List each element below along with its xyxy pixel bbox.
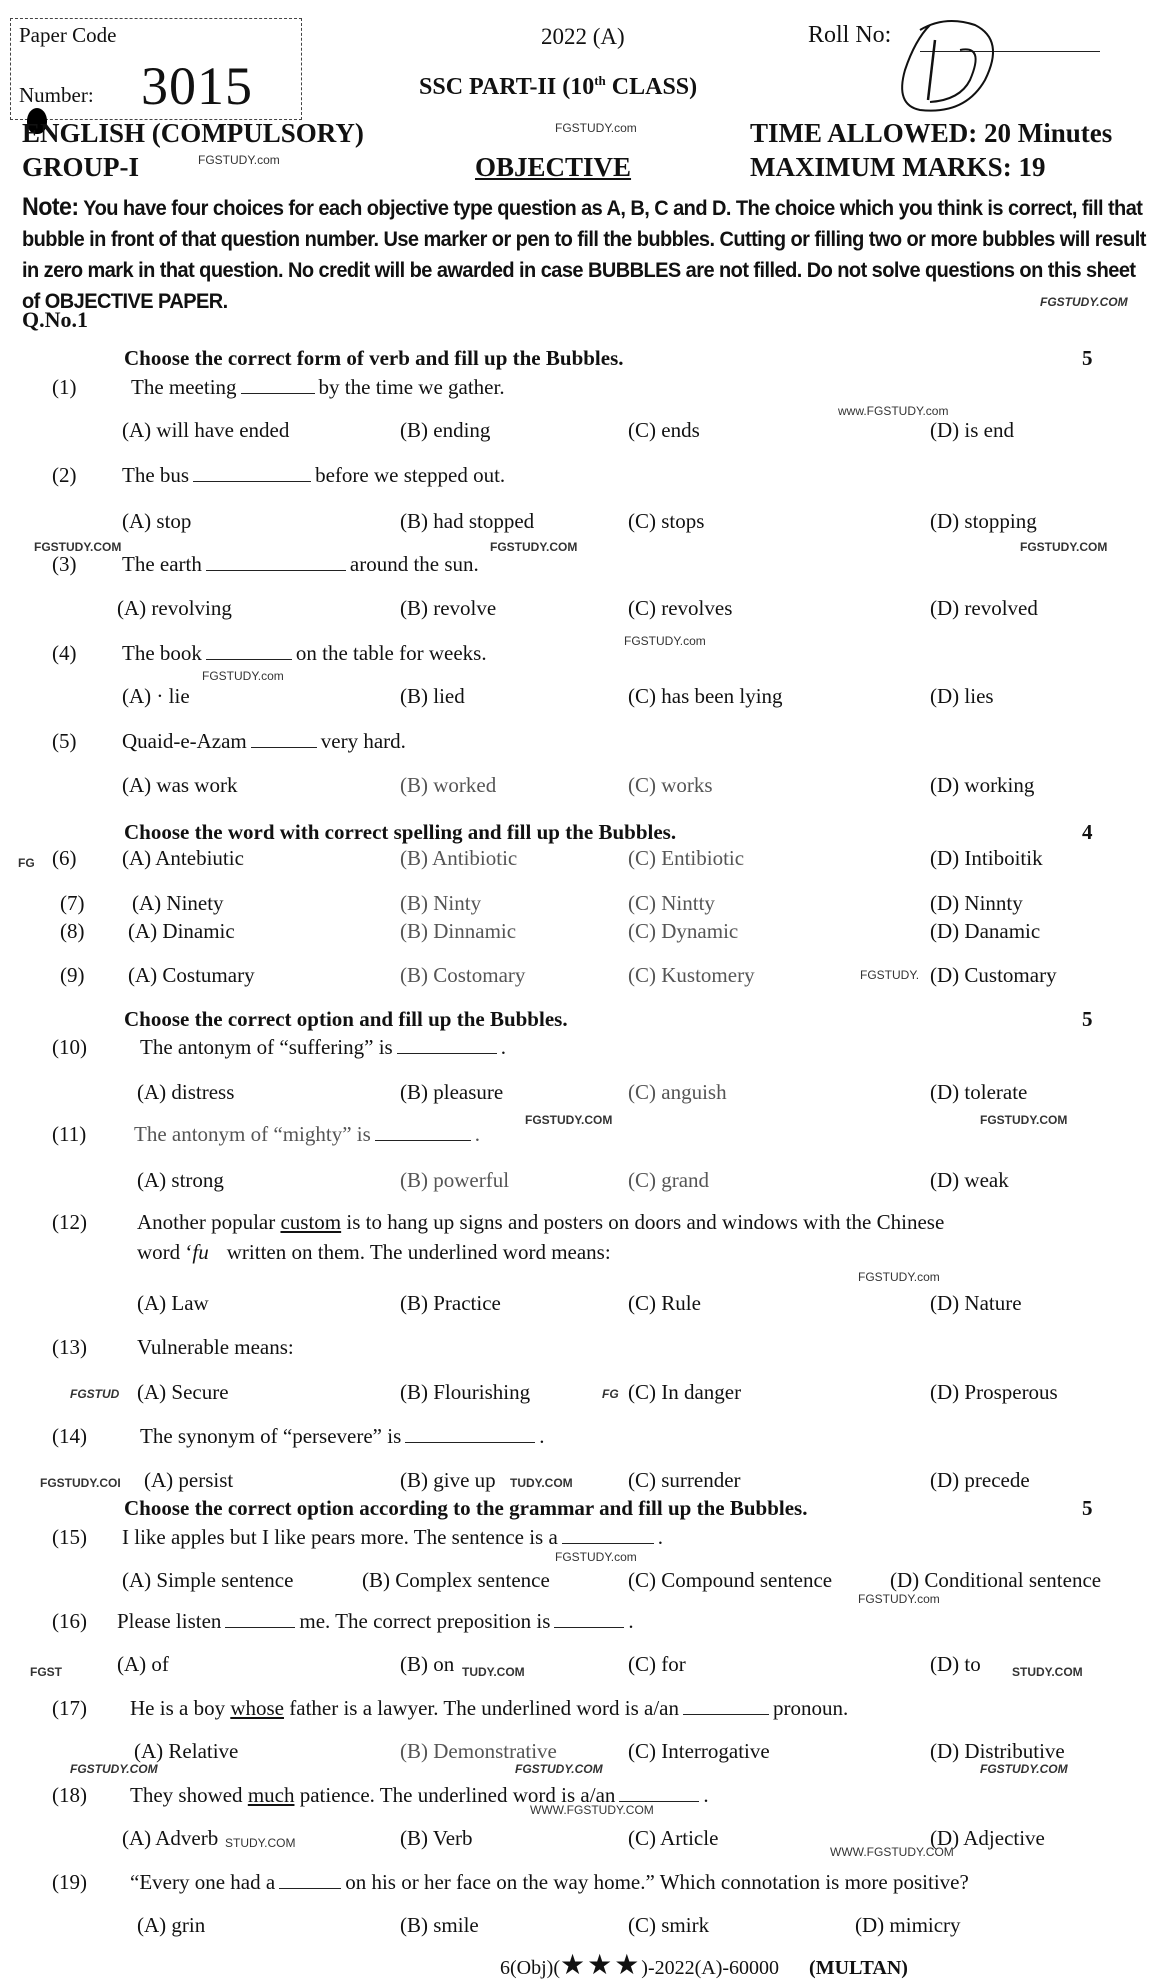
question-number: (19) (52, 1870, 87, 1894)
question-number: (5) (52, 729, 77, 753)
option-a[interactable]: (A) persist (144, 1468, 234, 1492)
option-a[interactable]: (A) revolving (117, 596, 232, 620)
question-number: (2) (52, 463, 77, 487)
paper-code-label: Paper Code (19, 23, 117, 47)
option-c[interactable]: (C) Dynamic (628, 919, 739, 943)
section-title: Choose the correct form of verb and fill up the Bubbles. (124, 346, 624, 370)
footer-city: (MULTAN) (809, 1957, 908, 1979)
option-c[interactable]: (C) anguish (628, 1080, 727, 1104)
underlined-word: much (247, 1783, 295, 1807)
watermark: FGST (30, 1665, 62, 1679)
option-d[interactable]: (D) Danamic (930, 919, 1041, 943)
paper-type: OBJECTIVE (475, 152, 632, 182)
watermark: FGSTUDY.COM (70, 1762, 158, 1776)
watermark: www.FGSTUDY.com (838, 404, 949, 418)
section-title: Choose the correct option according to the grammar and fill up the Bubbles. (124, 1496, 808, 1520)
question-number: (14) (52, 1424, 87, 1448)
option-c[interactable]: (C) Compound sentence (628, 1568, 833, 1592)
watermark: FGSTUDY.COM (1020, 540, 1108, 554)
question-number: (16) (52, 1609, 87, 1633)
option-c[interactable]: (C) revolves (628, 596, 733, 620)
option-c[interactable]: (C) stops (628, 509, 705, 533)
option-d[interactable]: (D) is end (930, 418, 1014, 442)
question-text: Quaid-e-Azam very hard. (122, 729, 406, 753)
watermark: FGSTUDY.com (555, 121, 637, 135)
option-d[interactable]: (D) Distributive (930, 1739, 1065, 1763)
option-d[interactable]: (D) Adjective (930, 1826, 1045, 1850)
question-number: (12) (52, 1210, 87, 1234)
option-b[interactable]: (B) worked (400, 773, 497, 797)
option-c[interactable]: (C) Interrogative (628, 1739, 770, 1763)
watermark: STUDY.COM (225, 1836, 296, 1850)
option-c[interactable]: (C) has been lying (628, 684, 783, 708)
option-d[interactable]: (D) weak (930, 1168, 1009, 1192)
exam-year: 2022 (A) (541, 24, 625, 49)
option-d[interactable]: (D) lies (930, 684, 994, 708)
option-d[interactable]: (D) tolerate (930, 1080, 1028, 1104)
option-d[interactable]: (D) Nature (930, 1291, 1022, 1315)
option-a[interactable]: (A) · lie (122, 684, 190, 708)
option-b[interactable]: (B) smile (400, 1913, 479, 1937)
option-a[interactable]: (A) of (117, 1652, 169, 1676)
question-text: The bus before we stepped out. (122, 463, 506, 487)
question-text: “Every one had a on his or her face on the way home.” Which connotation is more positive? (130, 1870, 969, 1894)
option-d[interactable]: (D) stopping (930, 509, 1037, 533)
option-c[interactable]: (C) In danger (628, 1380, 742, 1404)
section-title: Choose the correct option and fill up the Bubbles. (124, 1007, 568, 1031)
question-number: (8) (60, 919, 85, 943)
option-c[interactable]: (C) smirk (628, 1913, 710, 1937)
question-text: The earth around the sun. (122, 552, 479, 576)
option-b[interactable]: (B) Complex sentence (362, 1568, 550, 1592)
question-number: (18) (52, 1783, 87, 1807)
question-number: (7) (60, 891, 85, 915)
watermark: FG (602, 1387, 619, 1401)
number-label: Number: (19, 83, 94, 107)
question-number: (9) (60, 963, 85, 987)
option-b[interactable]: (B) Practice (400, 1291, 501, 1315)
option-c[interactable]: (C) ends (628, 418, 700, 442)
option-b[interactable]: (B) powerful (400, 1168, 510, 1192)
option-b[interactable]: (B) give up (400, 1468, 496, 1492)
option-b[interactable]: (B) ending (400, 418, 491, 442)
option-c[interactable]: (C) Article (628, 1826, 719, 1850)
question-text: The antonym of “suffering” is . (140, 1035, 506, 1059)
watermark: FGSTUDY.COM (515, 1762, 603, 1776)
max-marks: MAXIMUM MARKS: 19 (750, 152, 1046, 182)
group-label: GROUP-I (22, 152, 139, 182)
option-c[interactable]: (C) Kustomery (628, 963, 755, 987)
option-b[interactable]: (B) had stopped (400, 509, 535, 533)
footer-code-end: )-2022(A)-60000 (641, 1957, 780, 1979)
option-a[interactable]: (A) Secure (137, 1380, 229, 1404)
option-d[interactable]: (D) revolved (930, 596, 1038, 620)
section-marks: 5 (1082, 1496, 1093, 1520)
option-d[interactable]: (D) Customary (930, 963, 1057, 987)
option-b[interactable]: (B) Dinnamic (400, 919, 517, 943)
note-label: Note: (22, 193, 79, 221)
question-number: (10) (52, 1035, 87, 1059)
option-a[interactable]: (A) Ninety (132, 891, 224, 915)
watermark: FGSTUDY.COM (980, 1762, 1068, 1776)
option-c[interactable]: (C) grand (628, 1168, 710, 1192)
option-b[interactable]: (B) revolve (400, 596, 497, 620)
option-b[interactable]: (B) Demonstrative (400, 1739, 557, 1763)
note-text: You have four choices for each objective type question as A, B, C and D. The choice which you think is correct, fill that bubble in front of that question number. Use marker or pen to fill the bubbles. Cutting or filling two or more bubbles will result in zero mark in that question. No credit will be awarded in case BUBBLES are not filled. Do not solve questions on this sheet of OBJECTIVE PAPER. (22, 196, 1146, 313)
question-number: (15) (52, 1525, 87, 1549)
question-text: I like apples but I like pears more. The sentence is a . (122, 1525, 664, 1549)
exam-title: SSC PART-II (10th CLASS) (419, 73, 698, 100)
watermark: STUDY.COM (1012, 1665, 1083, 1679)
option-d[interactable]: (D) precede (930, 1468, 1030, 1492)
subject-title: ENGLISH (COMPULSORY) (22, 118, 364, 148)
option-b[interactable]: (B) lied (400, 684, 465, 708)
watermark: FGSTUDY.com (858, 1592, 940, 1606)
option-b[interactable]: (B) Flourishing (400, 1380, 531, 1404)
watermark: FGSTUDY.com (202, 669, 284, 683)
option-b[interactable]: (B) Verb (400, 1826, 473, 1850)
option-c[interactable]: (C) Nintty (628, 891, 715, 915)
watermark: FGSTUD (70, 1387, 120, 1401)
option-c[interactable]: (C) works (628, 773, 713, 797)
question-number: (4) (52, 641, 77, 665)
option-b[interactable]: (B) Ninty (400, 891, 482, 915)
stars-icon: ★★★ (559, 1950, 642, 1981)
option-d[interactable]: (D) mimicry (855, 1913, 961, 1937)
question-text: The meeting by the time we gather. (131, 375, 505, 399)
option-d[interactable]: (D) working (930, 773, 1035, 797)
option-b[interactable]: (B) on (400, 1652, 455, 1676)
option-a[interactable]: (A) Law (137, 1291, 209, 1315)
watermark: FGSTUDY.COM (525, 1113, 613, 1127)
section-marks: 4 (1082, 820, 1093, 844)
option-a[interactable]: (A) Simple sentence (122, 1568, 294, 1592)
signature-mark (890, 10, 1020, 120)
option-a[interactable]: (A) will have ended (122, 418, 290, 442)
watermark: FGSTUDY.com (858, 1270, 940, 1284)
question-number: (17) (52, 1696, 87, 1720)
option-d[interactable]: (D) Prosperous (930, 1380, 1058, 1404)
watermark: FGSTUDY.COI (40, 1476, 121, 1490)
question-number: (6) (52, 846, 77, 870)
question-number: (13) (52, 1335, 87, 1359)
option-b[interactable]: (B) Antibiotic (400, 846, 518, 870)
watermark: TUDY.COM (510, 1476, 573, 1490)
section-marks: 5 (1082, 346, 1093, 370)
question-text: They showed much patience. The underlined word is a/an . (130, 1783, 709, 1807)
option-c[interactable]: (C) Rule (628, 1291, 701, 1315)
watermark: FGSTUDY.com (198, 153, 280, 167)
question-text-line2: word ‘fu written on them. The underlined word means: (137, 1240, 611, 1264)
option-b[interactable]: (B) pleasure (400, 1080, 504, 1104)
footer-code: 6(Obj)( (500, 1957, 560, 1979)
option-c[interactable]: (C) surrender (628, 1468, 741, 1492)
question-text: The synonym of “persevere” is . (140, 1424, 545, 1448)
instructions-note (22, 192, 1152, 317)
watermark: WWW.FGSTUDY.COM (530, 1803, 654, 1817)
option-d[interactable]: (D) Intiboitik (930, 846, 1043, 870)
option-a[interactable]: (A) Relative (134, 1739, 239, 1763)
time-allowed: TIME ALLOWED: 20 Minutes (750, 118, 1113, 148)
watermark: FGSTUDY. (860, 968, 920, 982)
watermark: FGSTUDY.COM (34, 540, 122, 554)
question-text: Vulnerable means: (137, 1335, 294, 1359)
question-text: Another popular custom is to hang up signs and posters on doors and windows with the Chinese (137, 1210, 945, 1234)
option-a[interactable]: (A) distress (137, 1080, 235, 1104)
option-d[interactable]: (D) Conditional sentence (890, 1568, 1102, 1592)
option-a[interactable]: (A) was work (122, 773, 238, 797)
option-a[interactable]: (A) Adverb (122, 1826, 219, 1850)
question-number: (1) (52, 375, 77, 399)
watermark: FG (18, 856, 35, 870)
option-a[interactable]: (A) Dinamic (128, 919, 235, 943)
watermark: WWW.FGSTUDY.COM (830, 1845, 954, 1859)
question-number-heading: Q.No.1 (22, 307, 88, 332)
section-marks: 5 (1082, 1007, 1093, 1031)
option-c[interactable]: (C) Entibiotic (628, 846, 745, 870)
underlined-word: custom (280, 1210, 342, 1234)
question-number: (3) (52, 552, 77, 576)
watermark: FGSTUDY.com (624, 634, 706, 648)
option-a[interactable]: (A) grin (137, 1913, 206, 1937)
watermark: FGSTUDY.COM (1040, 295, 1128, 309)
question-text: He is a boy whose father is a lawyer. The underlined word is a/an pronoun. (130, 1696, 849, 1720)
option-d[interactable]: (D) Ninnty (930, 891, 1023, 915)
watermark: FGSTUDY.COM (980, 1113, 1068, 1127)
option-a[interactable]: (A) strong (137, 1168, 224, 1192)
option-a[interactable]: (A) stop (122, 509, 192, 533)
watermark: FGSTUDY.COM (490, 540, 578, 554)
watermark: TUDY.COM (462, 1665, 525, 1679)
question-number: (11) (52, 1122, 87, 1146)
paper-code-box (10, 18, 302, 120)
paper-footer (500, 1948, 908, 1982)
question-text: The antonym of “mighty” is . (134, 1122, 481, 1146)
paper-code-number: 3015 (141, 56, 253, 116)
option-a[interactable]: (A) Costumary (128, 963, 255, 987)
option-c[interactable]: (C) for (628, 1652, 686, 1676)
watermark: FGSTUDY.com (555, 1550, 637, 1564)
section-title: Choose the word with correct spelling and fill up the Bubbles. (124, 820, 677, 844)
underlined-word: whose (230, 1696, 284, 1720)
roll-no-label: Roll No: (808, 22, 892, 48)
option-b[interactable]: (B) Costomary (400, 963, 526, 987)
option-a[interactable]: (A) Antebiutic (122, 846, 244, 870)
option-d[interactable]: (D) to (930, 1652, 981, 1676)
question-text: Please listen me. The correct preposition is . (117, 1609, 634, 1633)
question-text: The book on the table for weeks. (122, 641, 487, 665)
